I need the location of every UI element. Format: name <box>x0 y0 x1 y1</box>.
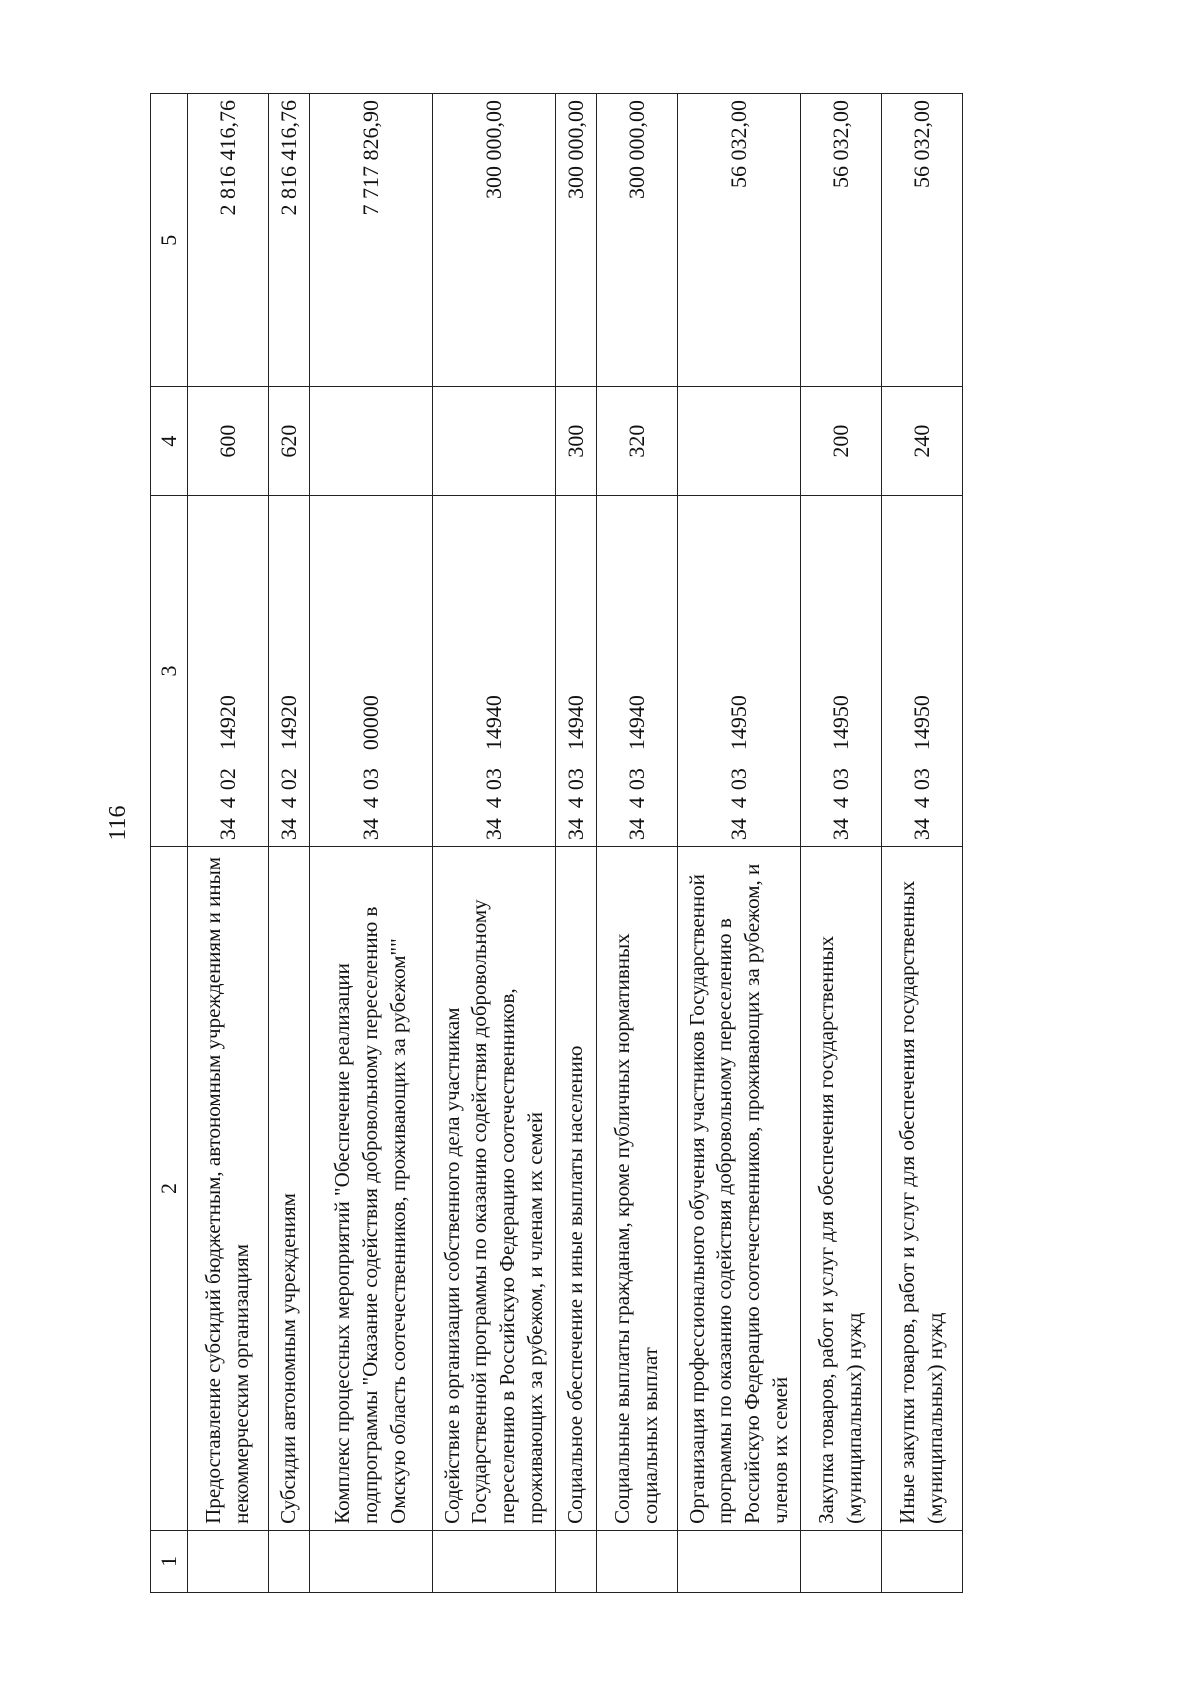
code-direction: 14940 <box>563 695 589 751</box>
row-description: Комплекс процессных мероприятий "Обеспечение реализации подпрограммы "Оказание содействия добровольному переселению в Омскую область соотечественников, проживающих за рубежом"" <box>310 847 433 1531</box>
row-type <box>310 387 433 495</box>
code-subprogram: 4 <box>909 797 935 809</box>
row-col1 <box>882 1530 963 1592</box>
code-group: 03 <box>563 768 589 791</box>
row-code <box>433 495 556 846</box>
row-code <box>882 495 963 846</box>
header-col-4: 4 <box>151 387 188 495</box>
row-col1 <box>678 1530 801 1592</box>
code-direction: 14950 <box>909 695 935 751</box>
code-subprogram: 4 <box>481 797 507 809</box>
code-group: 03 <box>726 768 752 791</box>
row-type <box>433 387 556 495</box>
row-col1 <box>310 1530 433 1592</box>
row-description: Социальные выплаты гражданам, кроме публичных нормативных социальных выплат <box>597 847 678 1531</box>
row-amount: 2 816 416,76 <box>188 94 269 387</box>
row-col1 <box>556 1530 597 1592</box>
table-row <box>310 94 433 1593</box>
row-col1 <box>597 1530 678 1592</box>
budget-table <box>150 93 963 1593</box>
row-type: 320 <box>597 387 678 495</box>
code-direction: 14940 <box>481 695 507 751</box>
code-program: 34 <box>358 818 384 841</box>
row-type: 300 <box>556 387 597 495</box>
code-program: 34 <box>563 818 589 841</box>
header-col-3: 3 <box>151 495 188 846</box>
code-subprogram: 4 <box>276 797 302 809</box>
table-row <box>269 94 310 1593</box>
row-code <box>556 495 597 846</box>
row-description: Организация профессионального обучения участников Государственной программы по оказанию содействия добровольному переселению в Российскую Федерацию соотечественников, проживающих за рубежом, и членов их семей <box>678 847 801 1531</box>
row-amount: 300 000,00 <box>433 94 556 387</box>
code-subprogram: 4 <box>828 797 854 809</box>
table-row <box>188 94 269 1593</box>
row-col1 <box>269 1530 310 1592</box>
page-number: 116 <box>105 805 131 841</box>
code-subprogram: 4 <box>563 797 589 809</box>
row-code <box>678 495 801 846</box>
code-program: 34 <box>828 818 854 841</box>
row-code <box>188 495 269 846</box>
row-type: 600 <box>188 387 269 495</box>
code-group: 03 <box>909 768 935 791</box>
code-program: 34 <box>481 818 507 841</box>
row-description: Предоставление субсидий бюджетным, автономным учреждениям и иным некоммерческим организациям <box>188 847 269 1531</box>
code-direction: 14920 <box>276 695 302 751</box>
code-direction: 14950 <box>828 695 854 751</box>
code-program: 34 <box>624 818 650 841</box>
header-col-5: 5 <box>151 94 188 387</box>
code-program: 34 <box>909 818 935 841</box>
code-program: 34 <box>726 818 752 841</box>
row-amount: 56 032,00 <box>801 94 882 387</box>
row-col1 <box>433 1530 556 1592</box>
rotated-table-container <box>150 93 947 1593</box>
code-subprogram: 4 <box>215 797 241 809</box>
code-subprogram: 4 <box>624 797 650 809</box>
table-row <box>433 94 556 1593</box>
table-row <box>678 94 801 1593</box>
row-description: Закупка товаров, работ и услуг для обеспечения государственных (муниципальных) нужд <box>801 847 882 1531</box>
row-code <box>310 495 433 846</box>
row-amount: 7 717 826,90 <box>310 94 433 387</box>
row-description: Иные закупки товаров, работ и услуг для обеспечения государственных (муниципальных) нужд <box>882 847 963 1531</box>
code-subprogram: 4 <box>358 797 384 809</box>
code-group: 03 <box>828 768 854 791</box>
table-row <box>882 94 963 1593</box>
code-direction: 14920 <box>215 695 241 751</box>
row-code <box>597 495 678 846</box>
code-direction: 14940 <box>624 695 650 751</box>
row-type <box>678 387 801 495</box>
row-type: 240 <box>882 387 963 495</box>
row-col1 <box>188 1530 269 1592</box>
code-group: 02 <box>215 768 241 791</box>
code-program: 34 <box>276 818 302 841</box>
table-header-row <box>151 94 188 1593</box>
code-subprogram: 4 <box>726 797 752 809</box>
code-program: 34 <box>215 818 241 841</box>
row-type: 620 <box>269 387 310 495</box>
code-direction: 14950 <box>726 695 752 751</box>
code-group: 03 <box>624 768 650 791</box>
row-amount: 300 000,00 <box>597 94 678 387</box>
row-col1 <box>801 1530 882 1592</box>
row-type: 200 <box>801 387 882 495</box>
code-group: 02 <box>276 768 302 791</box>
header-col-1: 1 <box>151 1530 188 1592</box>
row-description: Социальное обеспечение и иные выплаты населению <box>556 847 597 1531</box>
row-description: Содействие в организации собственного дела участникам Государственной программы по оказанию содействия добровольному переселению в Российскую Федерацию соотечественников, проживающих за рубежом, и членам их семей <box>433 847 556 1531</box>
row-amount: 56 032,00 <box>882 94 963 387</box>
row-amount: 300 000,00 <box>556 94 597 387</box>
header-col-2: 2 <box>151 847 188 1531</box>
row-amount: 56 032,00 <box>678 94 801 387</box>
table-row <box>597 94 678 1593</box>
code-direction: 00000 <box>358 695 384 751</box>
table-row <box>556 94 597 1593</box>
row-code <box>269 495 310 846</box>
code-group: 03 <box>358 768 384 791</box>
row-description: Субсидии автономным учреждениям <box>269 847 310 1531</box>
code-group: 03 <box>481 768 507 791</box>
row-amount: 2 816 416,76 <box>269 94 310 387</box>
row-code <box>801 495 882 846</box>
table-row <box>801 94 882 1593</box>
